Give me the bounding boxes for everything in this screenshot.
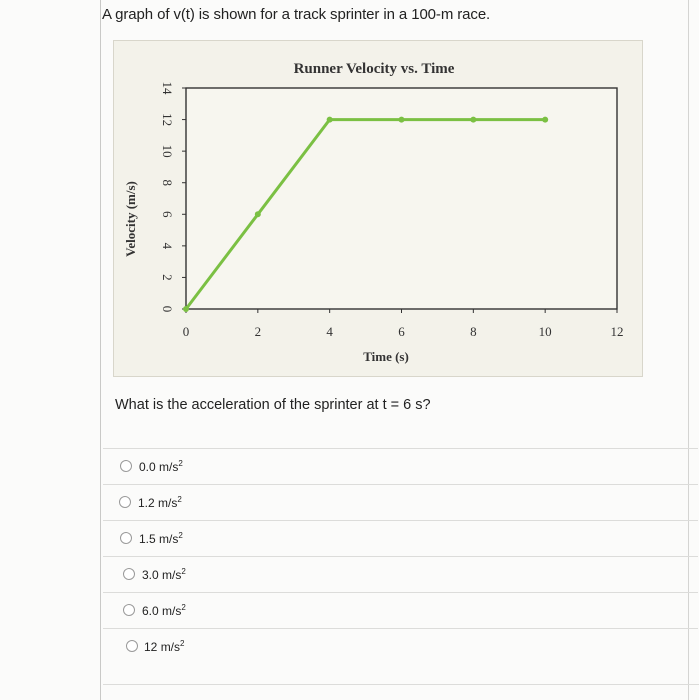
answer-option-label [139,531,183,546]
answer-unit: m/s [162,568,182,582]
options-bottom-divider [103,684,699,685]
answer-unit-exponent: 2 [181,603,186,612]
answer-unit: m/s [162,604,182,618]
y-tick-label: 8 [160,179,176,186]
radio-button[interactable] [120,460,132,472]
chart-svg [114,41,644,378]
x-tick-label: 12 [610,324,624,339]
velocity-data-point [255,211,261,217]
answer-value: 12 [144,640,161,654]
answer-unit: m/s [159,532,179,546]
answer-unit-exponent: 2 [177,495,182,504]
velocity-data-point [183,306,189,312]
answer-option-label [139,459,183,474]
y-tick-label: 6 [160,211,176,218]
answer-option[interactable] [103,520,698,556]
answer-value: 1.5 [139,532,160,546]
question-prompt: What is the acceleration of the sprinter at t = 6 s? [115,397,431,413]
y-tick-label: 10 [160,144,176,158]
answer-option[interactable] [103,484,698,520]
answer-option[interactable] [103,556,698,592]
velocity-data-point [542,117,548,123]
y-tick-label: 2 [160,274,176,281]
velocity-data-point [327,117,333,123]
x-tick-label: 0 [182,324,190,339]
velocity-data-point [399,117,405,123]
x-axis-label: Time (s) [363,349,409,364]
radio-button[interactable] [126,640,138,652]
answer-unit: m/s [158,496,178,510]
answer-unit-exponent: 2 [178,459,183,468]
x-tick-label: 6 [398,324,405,339]
answer-option-label [138,495,182,510]
answer-options [103,448,698,664]
answer-unit-exponent: 2 [181,567,186,576]
y-tick-label: 14 [160,81,176,95]
answer-option-label [142,567,186,582]
chart-title: Runner Velocity vs. Time [293,61,455,77]
question-intro: A graph of v(t) is shown for a track sprinter in a 100-m race. [102,6,491,23]
answer-value: 6.0 [142,604,163,618]
content-left-border [100,0,101,700]
y-tick-label: 4 [160,242,176,250]
answer-value: 3.0 [142,568,163,582]
x-tick-label: 10 [538,324,552,339]
radio-button[interactable] [120,532,132,544]
answer-option-label [142,603,186,618]
answer-option[interactable] [103,592,698,628]
y-tick-label: 0 [160,305,176,313]
answer-option[interactable] [103,628,698,664]
radio-button[interactable] [123,604,135,616]
answer-value: 0.0 [139,460,160,474]
x-tick-label: 4 [326,324,333,339]
answer-option-label [144,639,184,654]
x-tick-label: 8 [470,324,477,339]
y-tick-label: 12 [160,113,176,127]
answer-unit: m/s [160,640,181,654]
answer-unit-exponent: 2 [178,531,183,540]
answer-option[interactable] [103,448,698,484]
answer-value: 1.2 [138,496,159,510]
velocity-chart [113,40,643,377]
answer-unit: m/s [159,460,179,474]
x-tick-label: 2 [254,324,262,339]
answer-unit-exponent: 2 [180,639,185,648]
y-axis-label: Velocity (m/s) [123,181,138,257]
radio-button[interactable] [123,568,135,580]
radio-button[interactable] [119,496,131,508]
velocity-data-point [470,117,476,123]
